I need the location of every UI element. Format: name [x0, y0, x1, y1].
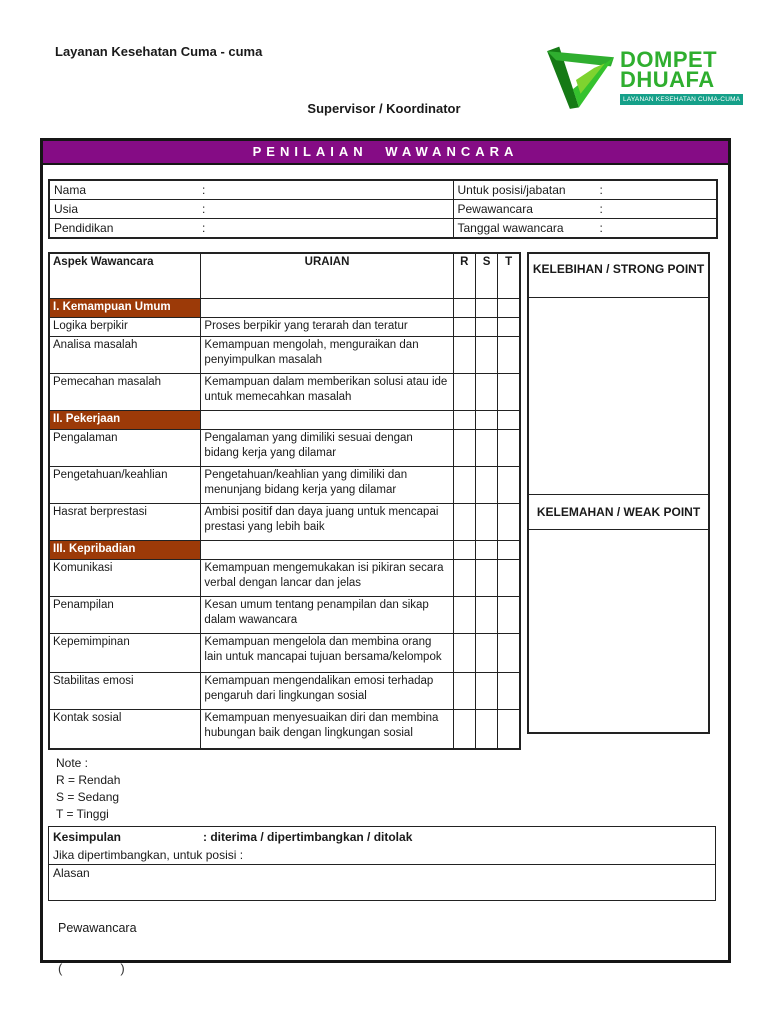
eval-row — [49, 560, 520, 597]
uraian-text: Pengalaman yang dimiliki sesuai dengan bidang kerja yang dilamar — [204, 432, 413, 459]
note-item-r: R = Rendah — [56, 773, 121, 787]
aspect-cell: Analisa masalah — [49, 337, 201, 374]
section-row — [49, 411, 520, 430]
score-cell-t — [498, 337, 520, 374]
uraian-cell — [201, 337, 453, 374]
field-pewawancara — [453, 200, 717, 219]
score-cell-r — [453, 299, 475, 318]
info-row — [49, 180, 717, 200]
aspect-cell: Stabilitas emosi — [49, 673, 201, 710]
field-colon: : — [202, 221, 206, 235]
score-cell-r — [453, 411, 475, 430]
uraian-cell — [201, 634, 453, 673]
score-cell-t — [498, 411, 520, 430]
form-body — [43, 179, 728, 976]
score-cell-s — [475, 318, 497, 337]
note-title: Note : — [56, 756, 89, 770]
score-cell-s — [475, 504, 497, 541]
uraian-text: Kemampuan menyesuaikan diri dan membina hubungan baik dengan lingkungan sosial — [204, 712, 439, 739]
score-cell-t — [498, 597, 520, 634]
conclusion-box — [48, 826, 716, 865]
form-subtitle: Supervisor / Koordinator — [307, 101, 461, 116]
evaluation-area — [48, 252, 723, 750]
field-label: Pendidikan — [54, 221, 114, 235]
score-cell-t — [498, 374, 520, 411]
score-cell-s — [475, 634, 497, 673]
uraian-cell — [201, 710, 453, 750]
score-cell-t — [498, 467, 520, 504]
field-colon: : — [599, 221, 603, 235]
score-cell-s — [475, 710, 497, 750]
aspect-cell: Penampilan — [49, 597, 201, 634]
score-cell-s — [475, 299, 497, 318]
uraian-text: Kemampuan mengelola dan membina orang lain untuk mancapai tujuan bersama/kelompok — [204, 636, 442, 663]
signature-line — [48, 961, 723, 976]
weak-point-header: KELEMAHAN / WEAK POINT — [529, 494, 708, 530]
conclusion-label: Kesimpulan — [53, 829, 122, 844]
col-header-r: R — [453, 253, 475, 299]
uraian-text: Ambisi positif dan daya juang untuk mencapai prestasi yang lebih baik — [204, 506, 439, 533]
uraian-cell — [201, 467, 453, 504]
score-cell-s — [475, 541, 497, 560]
section-label: II. Pekerjaan — [49, 411, 201, 430]
score-cell-s — [475, 467, 497, 504]
section-label: I. Kemampuan Umum — [49, 299, 201, 318]
logo-wordmark — [620, 47, 743, 105]
eval-row — [49, 673, 520, 710]
uraian-text: Kemampuan mengendalikan emosi terhadap pengaruh dari lingkungan sosial — [204, 675, 434, 702]
eval-row — [49, 467, 520, 504]
if-considered-row: Jika dipertimbangkan, untuk posisi : — [53, 848, 244, 862]
uraian-cell — [201, 597, 453, 634]
uraian-cell — [201, 504, 453, 541]
aspect-cell: Pengetahuan/keahlian — [49, 467, 201, 504]
score-cell-r — [453, 467, 475, 504]
score-cell-r — [453, 560, 475, 597]
field-label: Tanggal wawancara — [457, 221, 564, 235]
eval-row — [49, 374, 520, 411]
score-cell-r — [453, 374, 475, 411]
aspect-cell: Komunikasi — [49, 560, 201, 597]
field-untuk-posisi — [453, 180, 717, 200]
section-label: III. Kepribadian — [49, 541, 201, 560]
interviewer-label: Pewawancara — [58, 921, 137, 935]
field-tanggal-wawancara — [453, 219, 717, 239]
score-cell-r — [453, 710, 475, 750]
paren-open: ( — [58, 961, 63, 976]
org-name: Layanan Kesehatan Cuma - cuma — [55, 44, 263, 59]
uraian-text: Kemampuan mengemukakan isi pikiran secara verbal dengan lancar dan jelas — [204, 562, 444, 589]
uraian-cell — [201, 673, 453, 710]
candidate-info-table — [48, 179, 718, 239]
score-cell-t — [498, 430, 520, 467]
score-cell-t — [498, 541, 520, 560]
info-row — [49, 200, 717, 219]
strong-point-area — [529, 298, 708, 494]
uraian-text: Kemampuan mengolah, menguraikan dan penyimpulkan masalah — [204, 339, 419, 366]
aspect-cell: Kepemimpinan — [49, 634, 201, 673]
score-cell-r — [453, 541, 475, 560]
score-cell-t — [498, 299, 520, 318]
field-colon: : — [599, 183, 603, 197]
note-item-t: T = Tinggi — [56, 807, 109, 821]
score-cell-t — [498, 673, 520, 710]
field-label: Pewawancara — [457, 202, 533, 216]
uraian-text: Kemampuan dalam memberikan solusi atau ide untuk memecahkan masalah — [204, 376, 448, 403]
uraian-cell — [201, 374, 453, 411]
eval-row — [49, 337, 520, 374]
aspect-cell: Pemecahan masalah — [49, 374, 201, 411]
col-header-aspect: Aspek Wawancara — [49, 253, 201, 299]
aspect-cell: Kontak sosial — [49, 710, 201, 750]
field-colon: : — [202, 183, 206, 197]
score-cell-r — [453, 597, 475, 634]
score-cell-s — [475, 374, 497, 411]
uraian-text: Proses berpikir yang terarah dan teratur — [204, 320, 408, 332]
score-cell-s — [475, 597, 497, 634]
note-legend — [48, 755, 723, 823]
uraian-text: Pengetahuan/keahlian yang dimiliki dan menunjang bidang kerja yang dilamar — [204, 469, 408, 496]
eval-row — [49, 430, 520, 467]
section-row — [49, 541, 520, 560]
strong-point-header: KELEBIHAN / STRONG POINT — [529, 254, 708, 298]
logo-line1: DOMPET — [620, 47, 718, 72]
uraian-cell — [201, 430, 453, 467]
col-header-s: S — [475, 253, 497, 299]
uraian-cell — [201, 411, 453, 430]
score-cell-r — [453, 504, 475, 541]
uraian-text: Kesan umum tentang penampilan dan sikap dalam wawancara — [204, 599, 429, 626]
eval-row — [49, 710, 520, 750]
form-frame — [40, 138, 731, 976]
strong-weak-panel — [527, 252, 710, 734]
score-cell-s — [475, 337, 497, 374]
aspect-cell: Logika berpikir — [49, 318, 201, 337]
score-cell-s — [475, 411, 497, 430]
form-title-bar: PENILAIAN WAWANCARA — [43, 141, 728, 165]
conclusion-options: : diterima / dipertimbangkan / ditolak — [203, 829, 413, 844]
field-pendidikan — [49, 219, 453, 239]
field-colon: : — [202, 202, 206, 216]
col-header-t: T — [498, 253, 520, 299]
uraian-cell — [201, 318, 453, 337]
eval-row — [49, 597, 520, 634]
aspect-cell: Pengalaman — [49, 430, 201, 467]
score-cell-r — [453, 337, 475, 374]
reason-box: Alasan — [48, 865, 716, 901]
info-row — [49, 219, 717, 239]
uraian-cell — [201, 541, 453, 560]
score-cell-s — [475, 560, 497, 597]
score-cell-s — [475, 673, 497, 710]
eval-row — [49, 504, 520, 541]
weak-point-area — [529, 530, 708, 732]
score-cell-t — [498, 710, 520, 750]
evaluation-table — [48, 252, 521, 750]
col-header-uraian: URAIAN — [201, 253, 453, 299]
logo-tagline: LAYANAN KESEHATAN CUMA-CUMA — [620, 94, 743, 105]
score-cell-r — [453, 318, 475, 337]
paren-close: ) — [120, 961, 125, 976]
uraian-cell — [201, 560, 453, 597]
field-label: Untuk posisi/jabatan — [457, 183, 566, 197]
field-label: Usia — [54, 202, 79, 216]
score-cell-r — [453, 673, 475, 710]
score-cell-t — [498, 560, 520, 597]
logo-line2: DHUAFA — [620, 67, 715, 92]
score-cell-t — [498, 318, 520, 337]
conclusion-row — [49, 827, 715, 846]
score-cell-t — [498, 634, 520, 673]
uraian-cell — [201, 299, 453, 318]
score-cell-t — [498, 504, 520, 541]
score-cell-r — [453, 634, 475, 673]
note-item-s: S = Sedang — [56, 790, 120, 804]
aspect-cell: Hasrat berprestasi — [49, 504, 201, 541]
field-label: Nama — [54, 183, 87, 197]
field-usia — [49, 200, 453, 219]
field-colon: : — [599, 202, 603, 216]
score-cell-r — [453, 430, 475, 467]
field-nama — [49, 180, 453, 200]
eval-row — [49, 318, 520, 337]
score-cell-s — [475, 430, 497, 467]
eval-header-row — [49, 253, 520, 299]
section-row — [49, 299, 520, 318]
eval-row — [49, 634, 520, 673]
